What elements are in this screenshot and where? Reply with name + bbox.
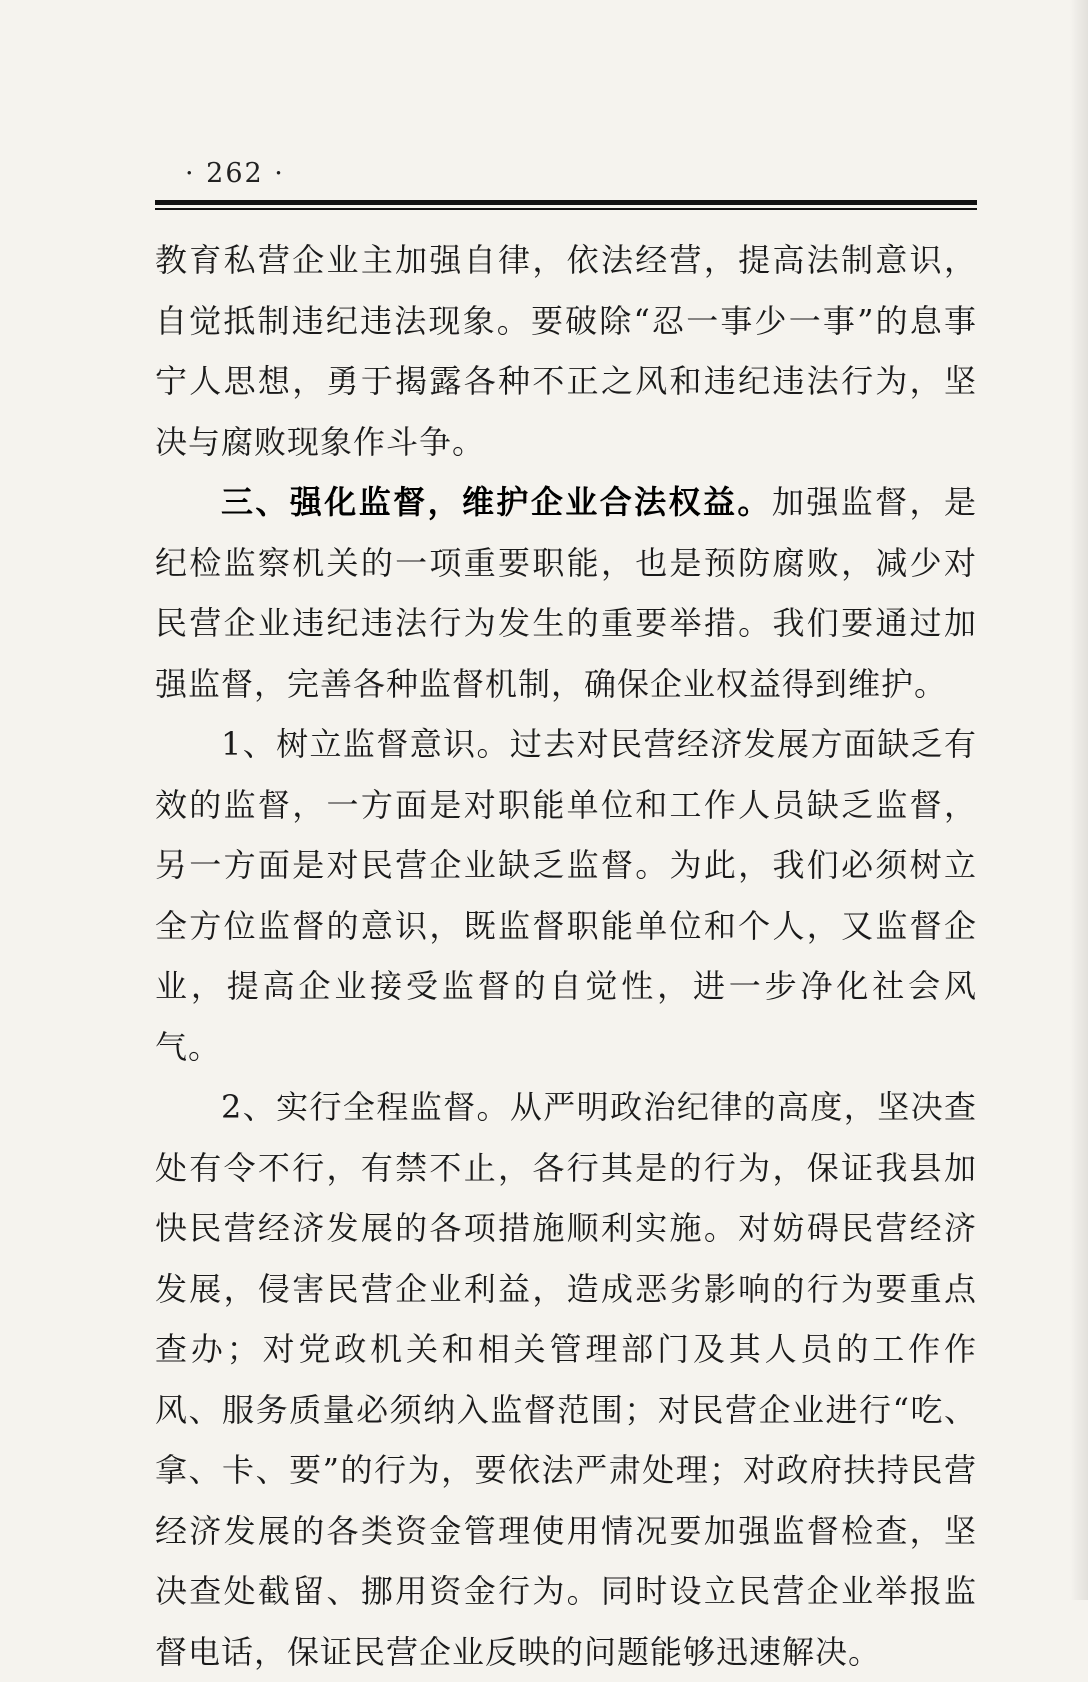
- header-rule-thin: [155, 208, 977, 210]
- paragraph-text: 加强监督，是纪检监察机关的一项重要职能，也是预防腐败，减少对民营企业违纪违法行为发生的重要举措。我们要通过加强监督，完善各种监督机制，确保企业权益得到维护。: [155, 483, 977, 703]
- page-number: · 262 ·: [185, 158, 285, 189]
- paragraph-item-two: 2、实行全程监督。从严明政治纪律的高度，坚决查处有令不行，有禁不止，各行其是的行为，保证我县加快民营经济发展的各项措施顺利实施。对妨碍民营经济发展，侵害民营企业利益，造成恶劣影响的行为要重点查办；对党政机关和相关管理部门及其人员的工作作风、服务质量必须纳入监督范围；对民营企业进行“吃、拿、卡、要”的行为，要依法严肃处理；对政府扶持民营经济发展的各类资金管理使用情况要加强监督检查，坚决查处截留、挪用资金行为。同时设立民营企业举报监督电话，保证民营企业反映的问题能够迅速解决。: [155, 1088, 977, 1671]
- paragraph-section-three: [155, 472, 977, 714]
- body-text: [155, 230, 977, 1682]
- paragraph-continuation: 教育私营企业主加强自律，依法经营，提高法制意识，自觉抵制违纪违法现象。要破除“忍一事少一事”的息事宁人思想，勇于揭露各种不正之风和违纪违法行为，坚决与腐败现象作斗争。: [155, 241, 977, 461]
- paragraph-item-one: 1、树立监督意识。过去对民营经济发展方面缺乏有效的监督，一方面是对职能单位和工作人员缺乏监督，另一方面是对民营企业缺乏监督。为此，我们必须树立全方位监督的意识，既监督职能单位和个人，又监督企业，提高企业接受监督的自觉性，进一步净化社会风气。: [155, 725, 977, 1066]
- section-heading: 三、强化监督，维护企业合法权益。: [221, 483, 772, 521]
- header-rule-thick: [155, 200, 977, 205]
- page-edge-shadow: [1070, 0, 1088, 1600]
